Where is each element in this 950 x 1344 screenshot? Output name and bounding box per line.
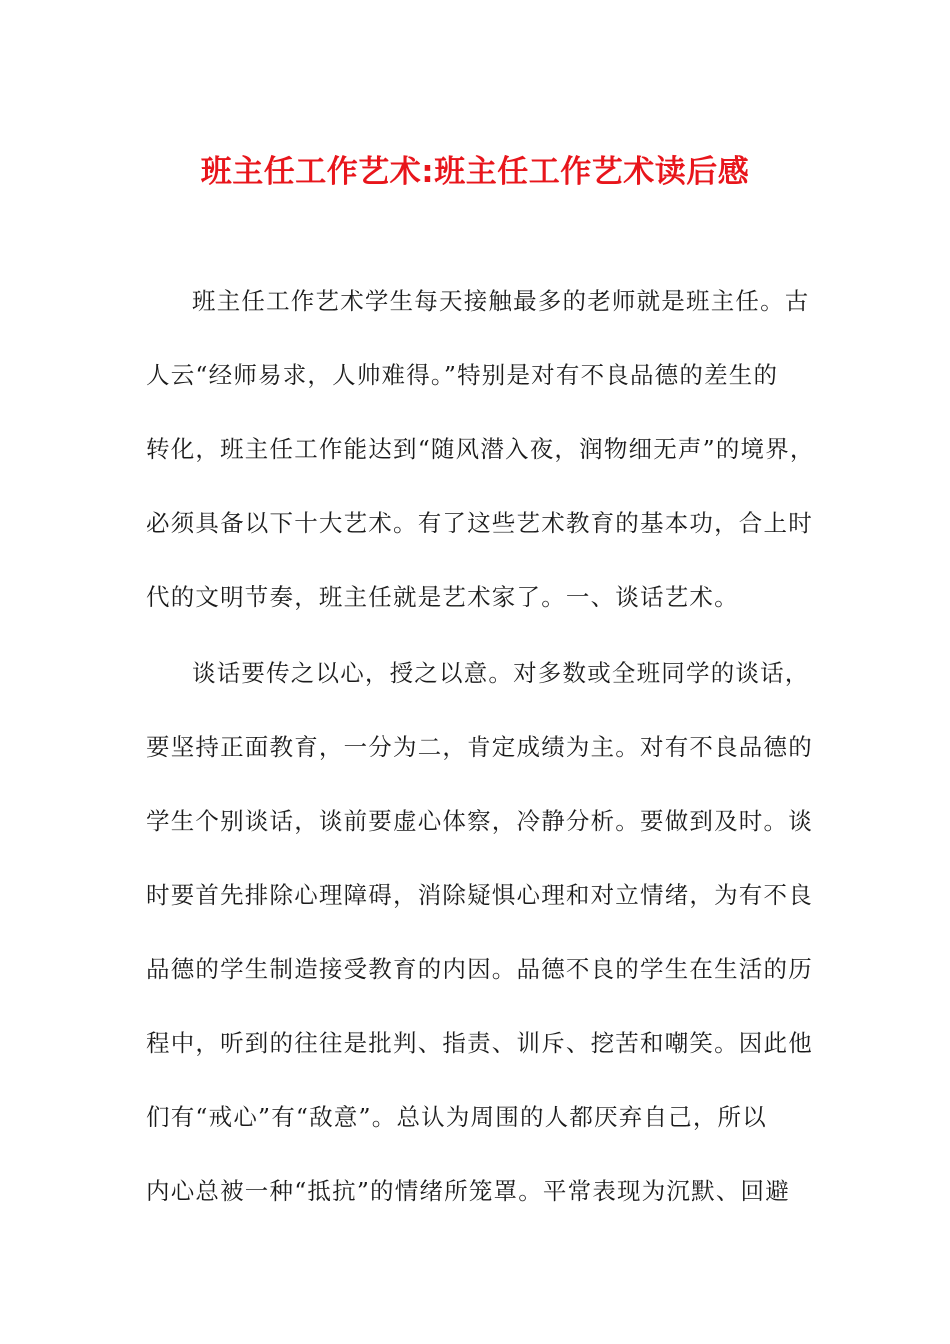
- paragraph-line: 程中，听到的往往是批判、指责、训斥、挖苦和嘲笑。因此他: [146, 1029, 813, 1057]
- paragraph-line: 谈话要传之以心，授之以意。对多数或全班同学的谈话，: [192, 659, 810, 687]
- paragraph-line: 代的文明节奏，班主任就是艺术家了。一、谈话艺术。: [146, 583, 739, 611]
- paragraph-line: 们有“戒心”有“敌意”。总认为周围的人都厌弃自己，所以: [146, 1103, 767, 1131]
- document-title: 班主任工作艺术:班主任工作艺术读后感: [200, 154, 750, 190]
- paragraph-line: 时要首先排除心理障碍，消除疑惧心理和对立情绪，为有不良: [146, 881, 813, 909]
- paragraph-line: 必须具备以下十大艺术。有了这些艺术教育的基本功，合上时: [146, 509, 813, 537]
- paragraph-line: 转化，班主任工作能达到“随风潜入夜，润物细无声”的境界，: [146, 435, 815, 463]
- paragraph-line: 内心总被一种“抵抗”的情绪所笼罩。平常表现为沉默、回避: [146, 1177, 790, 1205]
- paragraph-line: 班主任工作艺术学生每天接触最多的老师就是班主任。古: [192, 287, 810, 315]
- paragraph-line: 要坚持正面教育，一分为二，肯定成绩为主。对有不良品德的: [146, 733, 813, 761]
- paragraph-line: 品德的学生制造接受教育的内因。品德不良的学生在生活的历: [146, 955, 813, 983]
- paragraph-line: 人云“经师易求，人帅难得。”特别是对有不良品德的差生的: [146, 361, 779, 389]
- paragraph-line: 学生个别谈话，谈前要虚心体察，冷静分析。要做到及时。谈: [146, 807, 813, 835]
